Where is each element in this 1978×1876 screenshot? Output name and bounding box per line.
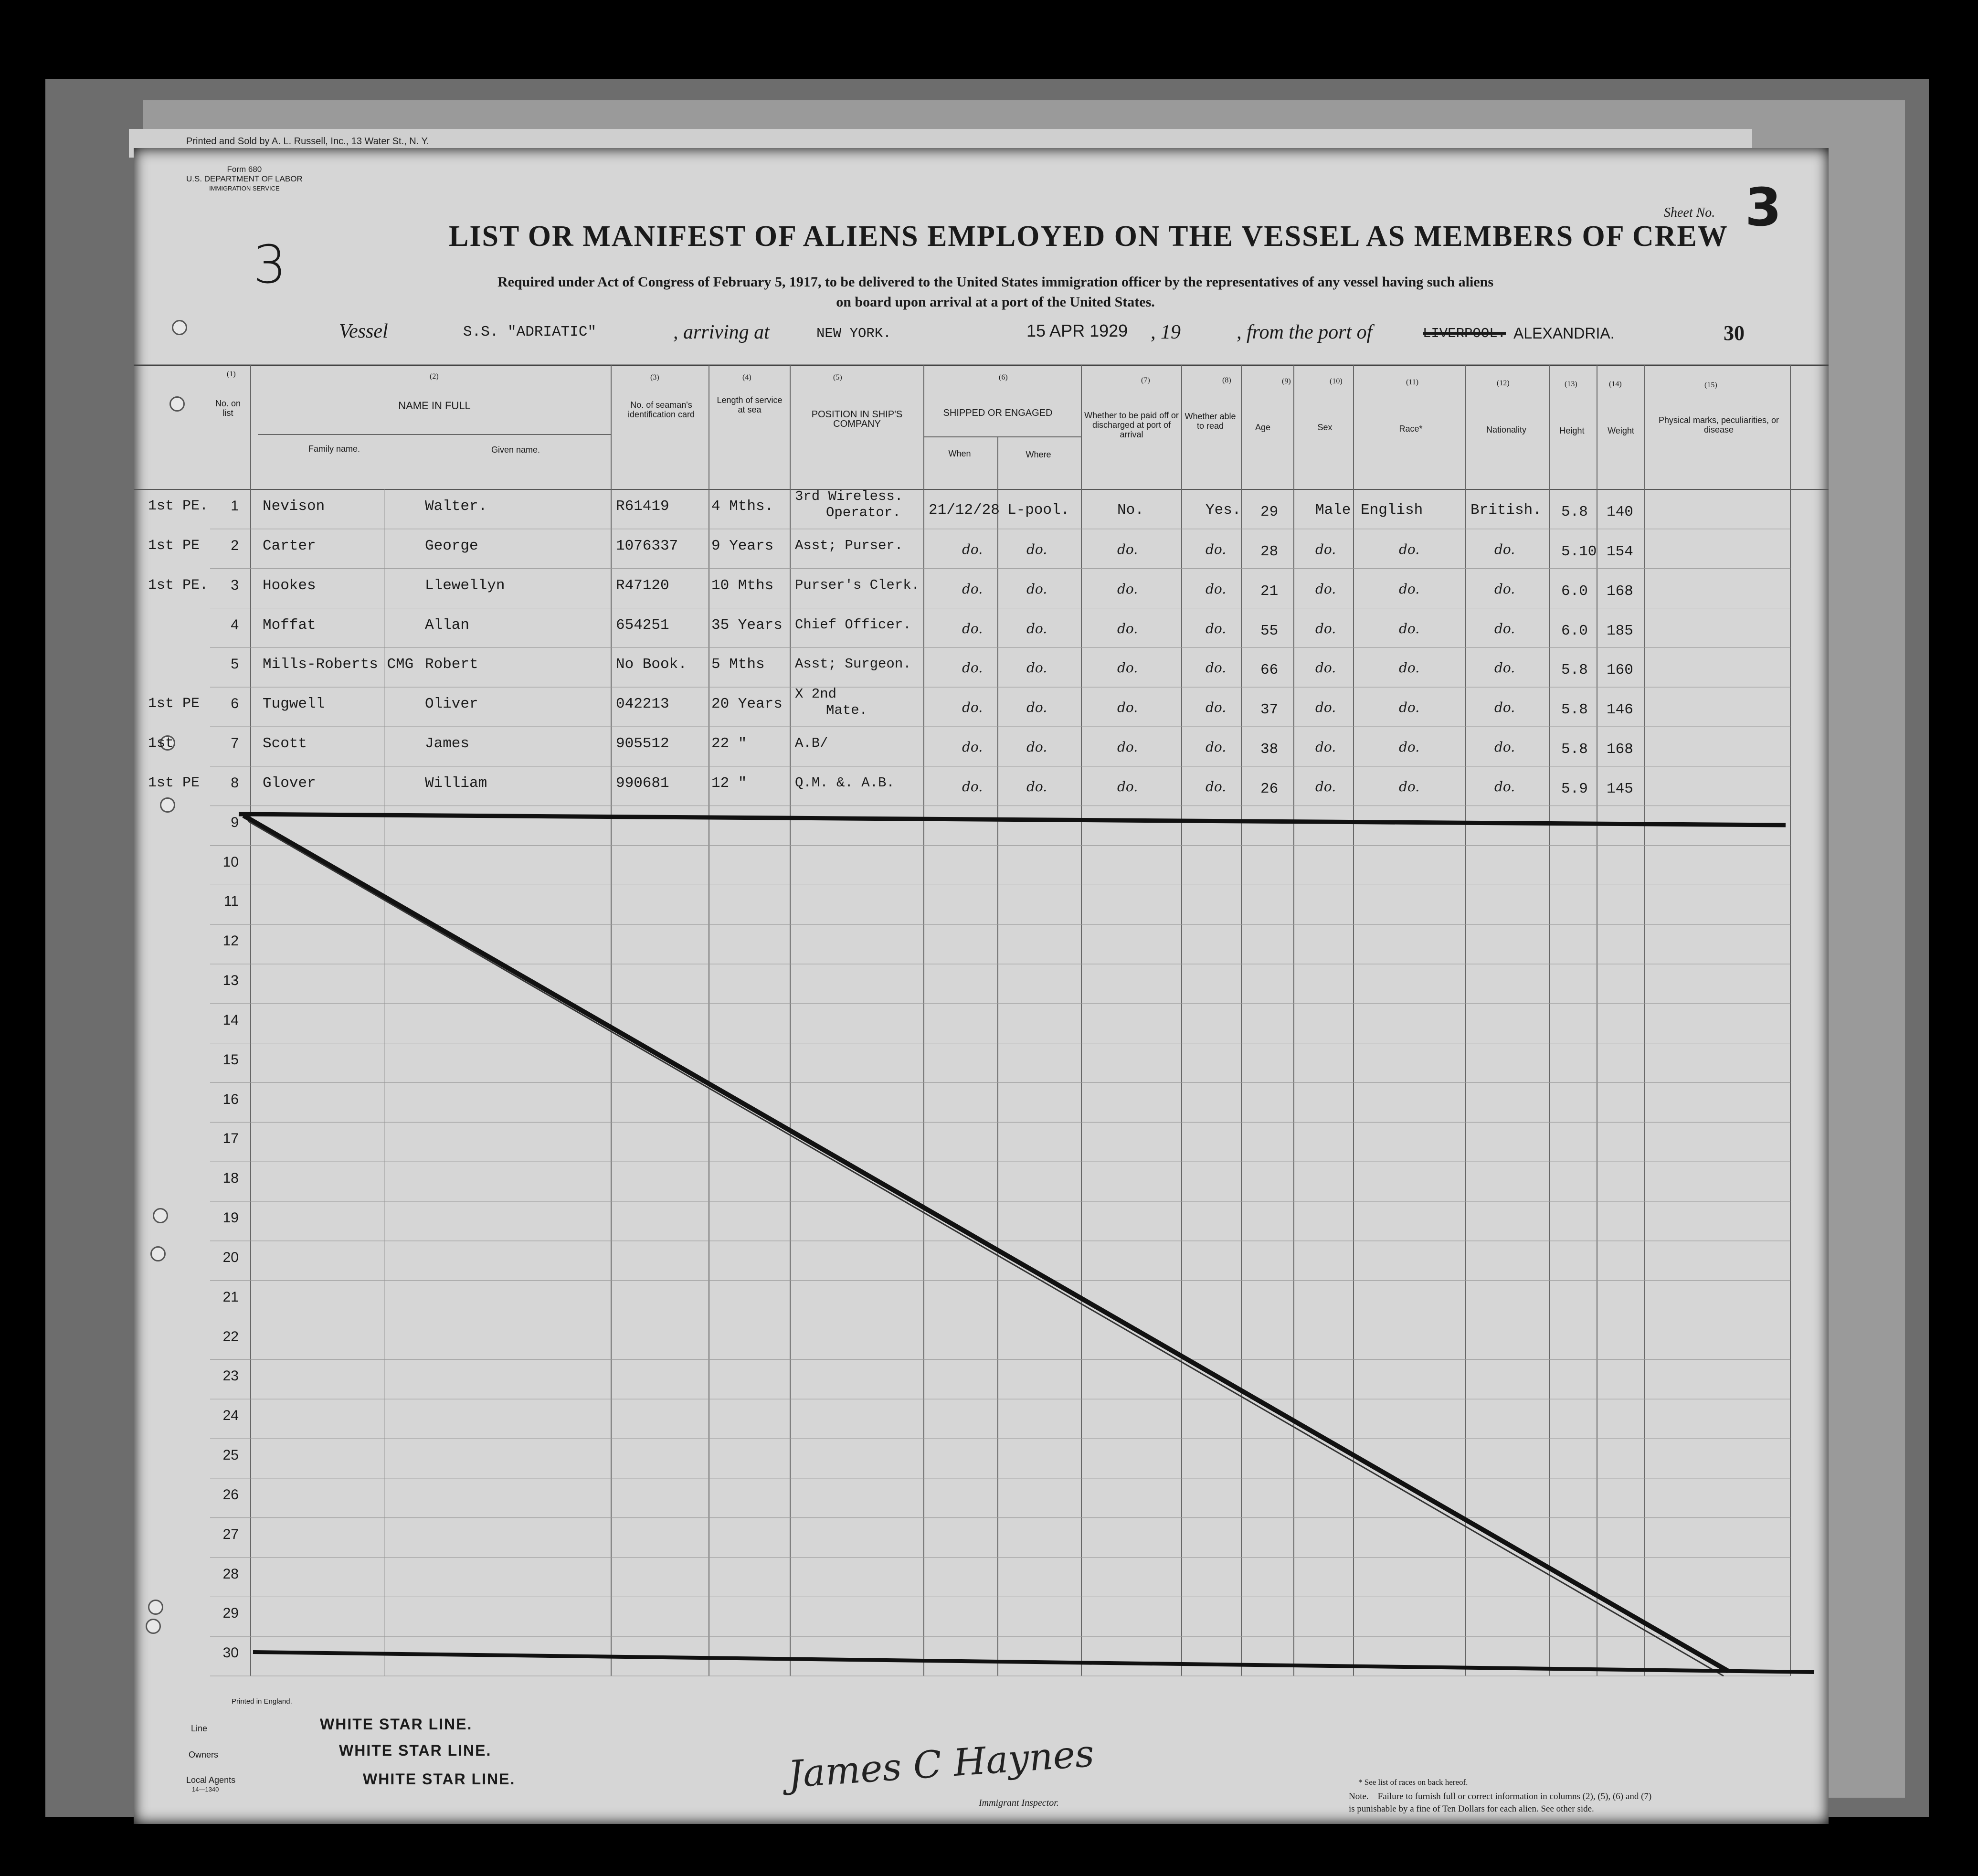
age: 37 [1260, 701, 1279, 719]
paid-off: do. [1117, 778, 1138, 795]
shipped-when: do. [962, 778, 983, 795]
from-port: ALEXANDRIA. [1513, 325, 1615, 342]
nationality: do. [1494, 778, 1515, 795]
family-name: Moffat [263, 616, 316, 634]
struck-port: LIVERPOOL. [1423, 326, 1506, 341]
col-num: (3) [650, 373, 659, 382]
paid-off: No. [1117, 502, 1144, 519]
shipped-when: do. [962, 620, 983, 636]
row-number: 2 [231, 537, 239, 553]
paid-off: do. [1117, 620, 1138, 636]
age: 29 [1260, 504, 1279, 520]
service-length: 10 Mths [711, 577, 774, 594]
row-number: 12 [222, 933, 239, 949]
agents-label: Local Agents [186, 1775, 236, 1785]
able-to-read: Yes. [1206, 502, 1241, 519]
nationality: do. [1494, 581, 1515, 597]
height: 5.9 [1561, 780, 1588, 797]
note-line-2: is punishable by a fine of Ten Dollars for each alien. See other side. [1349, 1804, 1594, 1814]
nationality: do. [1494, 660, 1515, 676]
service-length: 22 " [711, 735, 747, 752]
printer-line: Printed and Sold by A. L. Russell, Inc., 13 Water St., N. Y. [186, 136, 429, 147]
race: do. [1399, 739, 1420, 755]
paid-off: do. [1117, 700, 1138, 716]
paid-off: do. [1117, 581, 1138, 597]
family-name: Hookes [263, 577, 316, 594]
sex: do. [1315, 700, 1336, 716]
col-num: (2) [430, 372, 439, 381]
row-number: 8 [231, 774, 239, 791]
given-name: William [425, 774, 487, 792]
service-length: 5 Mths [711, 656, 765, 673]
age: 28 [1260, 543, 1279, 560]
header-family-name: Family name. [308, 444, 360, 454]
row-number: 25 [222, 1447, 239, 1463]
sex: Male [1315, 502, 1351, 519]
col-num: (8) [1222, 376, 1231, 384]
height: 5.8 [1561, 662, 1588, 679]
inspector-signature: James C Haynes [786, 1732, 1096, 1797]
row-number: 10 [222, 854, 239, 870]
shipped-where: do. [1026, 778, 1047, 795]
manifest-sheet [134, 148, 1829, 1824]
col-num: (1) [227, 370, 236, 378]
shipped-when: do. [962, 541, 983, 557]
weight: 154 [1607, 543, 1633, 560]
agents-value: WHITE STAR LINE. [363, 1770, 516, 1788]
header-sex: Sex [1317, 423, 1333, 432]
header-when: When [948, 449, 971, 458]
weight: 185 [1607, 622, 1633, 639]
form-service: IMMIGRATION SERVICE [209, 185, 280, 192]
race: do. [1399, 620, 1420, 636]
note-line-1: Note.—Failure to furnish full or correct information in columns (2), (5), (6) and (7) [1349, 1791, 1652, 1802]
header-age: Age [1255, 423, 1271, 432]
given-name: Llewellyn [425, 577, 505, 594]
row-prefix: 1st PE. [148, 577, 209, 594]
row-number: 14 [222, 1012, 239, 1028]
form-department: U.S. DEPARTMENT OF LABOR [186, 174, 303, 183]
given-name: Allan [425, 616, 470, 634]
handwritten-mark: 3 [253, 234, 286, 295]
id-card-number: 905512 [616, 735, 669, 752]
family-name: Glover [263, 774, 316, 792]
race: do. [1399, 778, 1420, 795]
vessel-label: Vessel [339, 320, 388, 342]
id-card-number: No Book. [616, 656, 687, 673]
weight: 146 [1607, 701, 1633, 719]
height: 5.10 [1561, 543, 1597, 560]
paid-off: do. [1117, 739, 1138, 755]
able-to-read: do. [1206, 581, 1227, 597]
row-number: 26 [222, 1486, 239, 1503]
service-length: 20 Years [711, 696, 783, 713]
strike-lines [134, 148, 1829, 1824]
row-number: 21 [222, 1289, 239, 1305]
sheet-number: 3 [1745, 177, 1782, 238]
age: 26 [1260, 780, 1279, 797]
row-number: 13 [222, 973, 239, 988]
col-num: (14) [1609, 380, 1622, 388]
weight: 160 [1607, 662, 1633, 679]
row-prefix: 1st PE. [148, 498, 209, 514]
arriving-port: NEW YORK. [816, 326, 891, 341]
age: 21 [1260, 583, 1279, 600]
row-number: 18 [222, 1170, 239, 1187]
subtitle-line-1: Required under Act of Congress of February 5, 1917, to be delivered to the United States immigration officer by the representatives of any vessel having such aliens [497, 274, 1493, 290]
row-number: 6 [231, 696, 239, 712]
shipped-when: 21/12/28 [929, 502, 1000, 519]
nationality: do. [1494, 700, 1515, 716]
row-number: 17 [222, 1131, 239, 1147]
race-note: * See list of races on back hereof. [1358, 1778, 1468, 1787]
given-name: James [425, 735, 470, 752]
row-number: 16 [222, 1091, 239, 1107]
row-number: 20 [222, 1249, 239, 1265]
nationality: do. [1494, 739, 1515, 755]
paid-off: do. [1117, 660, 1138, 676]
ship-position: Asst; Surgeon. [795, 656, 911, 672]
col-num: (11) [1406, 378, 1419, 386]
able-to-read: do. [1206, 541, 1227, 557]
line-value: WHITE STAR LINE. [320, 1716, 473, 1733]
row-number: 28 [222, 1566, 239, 1582]
given-name: Robert [425, 656, 478, 673]
race: do. [1399, 700, 1420, 716]
row-number: 30 [222, 1645, 239, 1661]
paid-off: do. [1117, 541, 1138, 557]
given-name: George [425, 537, 478, 554]
header-given-name: Given name. [491, 445, 540, 455]
row-prefix: 1st PE [148, 774, 200, 791]
header-paid-off: Whether to be paid off or discharged at port of arrival [1084, 411, 1179, 439]
age: 55 [1260, 622, 1279, 639]
header-race: Race* [1399, 424, 1423, 434]
able-to-read: do. [1206, 778, 1227, 795]
col-num: (15) [1704, 381, 1717, 389]
col-num: (10) [1330, 377, 1343, 385]
row-number: 22 [222, 1328, 239, 1345]
printed-in: Printed in England. [232, 1697, 292, 1706]
height: 6.0 [1561, 622, 1588, 639]
given-name: Oliver [425, 696, 478, 713]
line-label: Line [191, 1724, 208, 1733]
header-length-service: Length of service at sea [717, 395, 783, 414]
sheet-label: Sheet No. [1664, 205, 1715, 220]
header-position: POSITION IN SHIP'S COMPANY [811, 409, 903, 429]
row-number: 23 [222, 1368, 239, 1384]
sex: do. [1315, 778, 1336, 795]
height: 6.0 [1561, 583, 1588, 600]
row-number: 5 [231, 656, 239, 672]
header-name: NAME IN FULL [398, 400, 471, 412]
service-length: 12 " [711, 774, 747, 792]
race: English [1361, 502, 1423, 519]
row-number: 27 [222, 1526, 239, 1542]
ship-position: Q.M. &. A.B. [795, 774, 895, 791]
col-num: (4) [742, 373, 751, 382]
height: 5.8 [1561, 504, 1588, 520]
col-num: (6) [999, 373, 1008, 382]
shipped-where: do. [1026, 541, 1047, 557]
able-to-read: do. [1206, 660, 1227, 676]
id-card-number: 1076337 [616, 537, 678, 554]
given-name: Walter. [425, 498, 487, 515]
col-num: (7) [1141, 376, 1150, 384]
id-card-number: 990681 [616, 774, 669, 792]
sex: do. [1315, 739, 1336, 755]
family-name: Carter [263, 537, 316, 554]
year-label: , 19 [1151, 321, 1181, 343]
family-name: Tugwell [263, 696, 325, 713]
id-card-number: 654251 [616, 616, 669, 634]
row-number: 15 [222, 1051, 239, 1068]
ship-position-line2: Mate. [826, 702, 868, 719]
able-to-read: do. [1206, 739, 1227, 755]
col-num: (5) [833, 373, 842, 382]
owners-label: Owners [189, 1750, 219, 1759]
agents-code: 14—1340 [192, 1786, 219, 1793]
date-stamp: 15 APR 1929 [1026, 321, 1128, 340]
age: 38 [1260, 741, 1279, 758]
page-title: LIST OR MANIFEST OF ALIENS EMPLOYED ON THE VESSEL AS MEMBERS OF CREW [449, 220, 1728, 253]
service-length: 9 Years [711, 537, 774, 554]
id-card-number: R61419 [616, 498, 669, 515]
col-num: (9) [1282, 377, 1291, 385]
header-shipped: SHIPPED OR ENGAGED [943, 408, 1053, 418]
nationality: do. [1494, 541, 1515, 557]
weight: 168 [1607, 741, 1633, 758]
row-prefix: 1st PE [148, 696, 200, 712]
owners-value: WHITE STAR LINE. [339, 1742, 492, 1759]
header-where: Where [1026, 450, 1051, 459]
form-number: Form 680 [227, 165, 262, 174]
service-length: 4 Mths. [711, 498, 774, 515]
crew-count: 30 [1724, 321, 1745, 345]
id-card-number: 042213 [616, 696, 669, 713]
row-number: 3 [231, 577, 239, 593]
ship-position: 3rd Wireless. [795, 488, 903, 504]
row-number: 9 [231, 814, 239, 830]
row-number: 7 [231, 735, 239, 751]
shipped-where: do. [1026, 660, 1047, 676]
height: 5.8 [1561, 701, 1588, 719]
service-length: 35 Years [711, 616, 783, 634]
family-name: Nevison [263, 498, 325, 515]
header-physical-marks: Physical marks, peculiarities, or disease [1658, 415, 1779, 435]
ship-position: Chief Officer. [795, 616, 911, 633]
header-weight: Weight [1608, 426, 1634, 435]
sex: do. [1315, 581, 1336, 597]
shipped-where: do. [1026, 581, 1047, 597]
family-name: Mills-Roberts CMG [263, 656, 414, 673]
header-id-card: No. of seaman's identification card [627, 400, 695, 419]
subtitle-line-2: on board upon arrival at a port of the United States. [836, 294, 1155, 310]
weight: 145 [1607, 780, 1633, 797]
id-card-number: R47120 [616, 577, 669, 594]
age: 66 [1260, 662, 1279, 679]
shipped-where: do. [1026, 620, 1047, 636]
weight: 140 [1607, 504, 1633, 520]
shipped-where: do. [1026, 700, 1047, 716]
row-prefix: 1st [148, 735, 174, 752]
shipped-where: do. [1026, 739, 1047, 755]
ship-position: Purser's Clerk. [795, 577, 920, 593]
sex: do. [1315, 541, 1336, 557]
row-number: 29 [222, 1605, 239, 1622]
col-num: (13) [1565, 380, 1577, 388]
race: do. [1399, 581, 1420, 597]
height: 5.8 [1561, 741, 1588, 758]
shipped-when: do. [962, 581, 983, 597]
race: do. [1399, 660, 1420, 676]
ship-position: Asst; Purser. [795, 537, 903, 553]
inspector-label: Immigrant Inspector. [979, 1798, 1059, 1808]
shipped-when: do. [962, 739, 983, 755]
vessel-name: S.S. "ADRIATIC" [463, 324, 597, 340]
family-name: Scott [263, 735, 307, 752]
header-nationality: Nationality [1486, 425, 1527, 435]
row-prefix: 1st PE [148, 537, 200, 554]
row-number: 4 [231, 616, 239, 633]
header-able-read: Whether able to read [1185, 412, 1236, 431]
shipped-when: do. [962, 660, 983, 676]
shipped-when: do. [962, 700, 983, 716]
row-number: 19 [222, 1210, 239, 1226]
shipped-where: L-pool. [1007, 502, 1070, 519]
able-to-read: do. [1206, 620, 1227, 636]
ship-position-line2: Operator. [826, 505, 901, 520]
ship-position: X 2nd [795, 686, 837, 702]
able-to-read: do. [1206, 700, 1227, 716]
row-number: 11 [223, 893, 239, 910]
nationality: do. [1494, 620, 1515, 636]
ship-position: A.B/ [795, 735, 828, 751]
row-number: 24 [222, 1408, 239, 1424]
header-height: Height [1559, 426, 1585, 435]
arriving-label: , arriving at [673, 321, 770, 343]
sex: do. [1315, 620, 1336, 636]
weight: 168 [1607, 583, 1633, 600]
col-num: (12) [1497, 379, 1510, 387]
row-number: 1 [231, 498, 239, 514]
sex: do. [1315, 660, 1336, 676]
header-no-on-list: No. on list [215, 399, 241, 418]
nationality: British. [1470, 502, 1542, 519]
race: do. [1399, 541, 1420, 557]
from-label: , from the port of [1237, 321, 1373, 343]
